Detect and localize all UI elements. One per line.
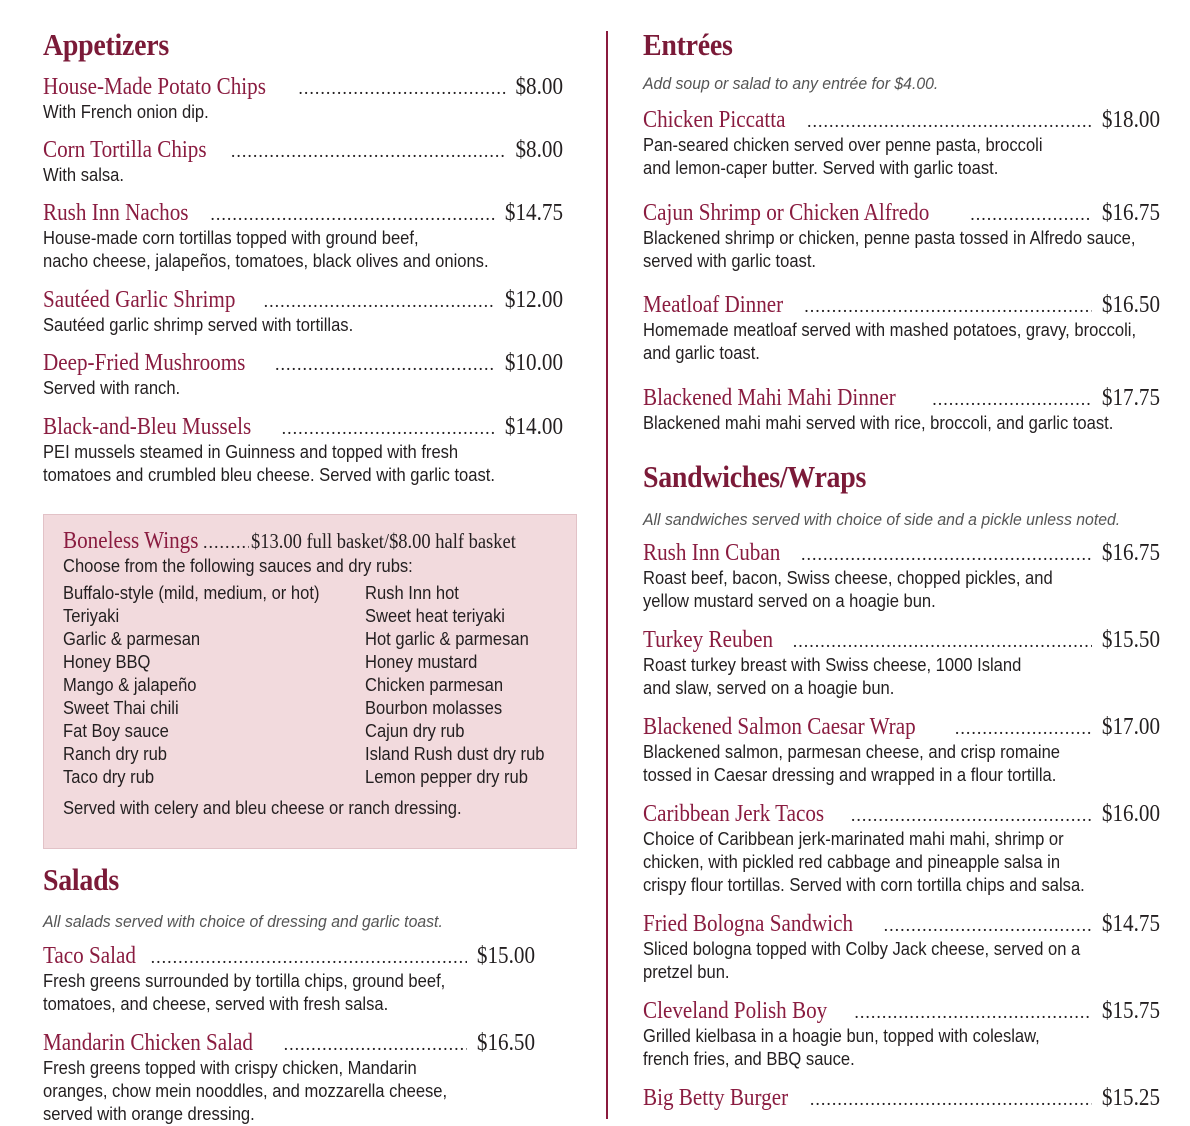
sauce-option: Island Rush dust dry rub	[365, 744, 545, 764]
menu-item-description: french fries, and BBQ sauce.	[643, 1049, 855, 1069]
sauce-option: Honey mustard	[365, 652, 478, 672]
menu-item	[43, 413, 563, 487]
menu-item-name: Cajun Shrimp or Chicken Alfredo	[643, 200, 930, 226]
menu-item-description: Grilled kielbasa in a hoagie bun, topped with coleslaw,	[643, 1026, 1040, 1046]
dot-leader	[932, 389, 1092, 410]
menu-item-description: Roast beef, bacon, Swiss cheese, chopped pickles, and	[643, 568, 1053, 588]
sauce-option: Rush Inn hot	[365, 583, 459, 603]
menu-item-name: Blackened Salmon Caesar Wrap	[643, 714, 916, 740]
menu-item-price: $18.00	[1101, 107, 1160, 133]
menu-item-description: Fresh greens surrounded by tortilla chips, ground beef,	[43, 971, 446, 991]
menu-item-name: Mandarin Chicken Salad	[43, 1030, 253, 1056]
dot-leader	[851, 805, 1092, 826]
wings-intro: Choose from the following sauces and dry rubs:	[63, 556, 413, 576]
menu-item-description: tomatoes and crumbled bleu cheese. Served with garlic toast.	[43, 465, 495, 485]
menu-item-header	[43, 286, 563, 314]
entrees-note: Add soup or salad to any entrée for $4.00.	[643, 74, 939, 93]
menu-item-price: $15.50	[1101, 627, 1160, 653]
menu-item-description: yellow mustard served on a hoagie bun.	[643, 591, 936, 611]
menu-item-name: Rush Inn Cuban	[643, 540, 781, 566]
menu-item-name: Taco Salad	[43, 943, 136, 969]
menu-item-description: Sautéed garlic shrimp served with tortillas.	[43, 315, 354, 335]
dot-leader	[804, 296, 1092, 317]
menu-item-description: Choice of Caribbean jerk-marinated mahi mahi, shrimp or	[643, 829, 1064, 849]
wings-header	[63, 527, 560, 555]
menu-item-name: Blackened Mahi Mahi Dinner	[643, 385, 896, 411]
menu-item-price: $16.75	[1101, 540, 1160, 566]
sauce-option: Taco dry rub	[63, 767, 155, 787]
wings-price: $13.00 full basket/$8.00 half basket	[250, 529, 516, 553]
menu-item-name: Sautéed Garlic Shrimp	[43, 287, 236, 313]
wings-dot-leader	[203, 532, 249, 553]
dot-leader	[801, 544, 1092, 565]
menu-item-header	[43, 413, 563, 441]
menu-item-header	[43, 942, 535, 970]
menu-item-price: $17.75	[1101, 385, 1160, 411]
menu-item-description: Roast turkey breast with Swiss cheese, 1000 Island	[643, 655, 1022, 675]
sauce-option: Fat Boy sauce	[63, 721, 169, 741]
menu-item-description: Sliced bologna topped with Colby Jack cheese, served on a	[643, 939, 1081, 959]
dot-leader	[275, 354, 495, 375]
menu-item	[43, 1029, 535, 1126]
sauce-column-left	[63, 582, 365, 789]
dot-leader	[884, 915, 1092, 936]
dot-leader	[231, 141, 507, 162]
dot-leader	[210, 204, 495, 225]
menu-item-price: $16.00	[1101, 801, 1160, 827]
menu-item-description: With French onion dip.	[43, 102, 209, 122]
menu-item-description: oranges, chow mein nooddles, and mozzarella cheese,	[43, 1081, 448, 1101]
menu-item-header	[43, 1029, 535, 1057]
menu-item-description: Pan-seared chicken served over penne pasta, broccoli	[643, 135, 1043, 155]
menu-item-header	[43, 199, 563, 227]
menu-item-description: served with orange dressing.	[43, 1104, 255, 1124]
menu-item-name: Big Betty Burger	[643, 1085, 789, 1111]
menu-item	[643, 800, 1160, 897]
menu-item	[643, 106, 1160, 180]
menu-item	[643, 384, 1160, 435]
entrees-title: Entrées	[643, 27, 733, 62]
column-divider	[606, 31, 608, 1119]
dot-leader	[810, 1089, 1092, 1110]
menu-item-name: Cleveland Polish Boy	[643, 998, 828, 1024]
menu-item-header	[643, 384, 1160, 412]
menu-item-name: Corn Tortilla Chips	[43, 137, 207, 163]
salads-title: Salads	[43, 862, 119, 897]
menu-item-price: $15.75	[1101, 998, 1160, 1024]
dot-leader	[282, 418, 495, 439]
menu-item-name: Turkey Reuben	[643, 627, 774, 653]
menu-item-price: $16.50	[1101, 292, 1160, 318]
menu-item-name: Deep-Fried Mushrooms	[43, 350, 246, 376]
menu-item-description: tossed in Caesar dressing and wrapped in a flour tortilla.	[643, 765, 1057, 785]
sandwiches-note: All sandwiches served with choice of side and a pickle unless noted.	[643, 510, 1121, 529]
menu-item-price: $17.00	[1101, 714, 1160, 740]
sauce-option: Mango & jalapeño	[63, 675, 197, 695]
menu-item-name: Black-and-Bleu Mussels	[43, 414, 252, 440]
menu-item-description: PEI mussels steamed in Guinness and topped with fresh	[43, 442, 459, 462]
sauce-option: Lemon pepper dry rub	[365, 767, 528, 787]
menu-item-price: $15.25	[1101, 1085, 1160, 1111]
menu-item-header	[43, 73, 563, 101]
menu-item-price: $8.00	[515, 74, 563, 100]
menu-item	[643, 1084, 1160, 1112]
menu-item-price: $16.75	[1101, 200, 1160, 226]
sauce-option: Hot garlic & parmesan	[365, 629, 529, 649]
menu-item-header	[643, 997, 1160, 1025]
dot-leader	[793, 631, 1092, 652]
menu-item-header	[643, 800, 1160, 828]
menu-item-description: Fresh greens topped with crispy chicken, Mandarin	[43, 1058, 417, 1078]
sauce-option: Garlic & parmesan	[63, 629, 201, 649]
menu-item-description: crispy flour tortillas. Served with corn tortilla chips and salsa.	[643, 875, 1085, 895]
sauce-option: Buffalo-style (mild, medium, or hot)	[63, 583, 320, 603]
sauce-option: Cajun dry rub	[365, 721, 465, 741]
menu-item-header	[43, 136, 563, 164]
menu-item-description: tomatoes, and cheese, served with fresh salsa.	[43, 994, 389, 1014]
menu-item-price: $12.00	[504, 287, 563, 313]
menu-item	[643, 997, 1160, 1071]
menu-item-header	[643, 291, 1160, 319]
menu-item-header	[643, 199, 1160, 227]
menu-item	[43, 199, 563, 273]
dot-leader	[264, 291, 495, 312]
menu-item	[43, 942, 535, 1016]
menu-item-price: $8.00	[515, 137, 563, 163]
menu-item-header	[643, 539, 1160, 567]
wings-footer: Served with celery and bleu cheese or ranch dressing.	[63, 798, 462, 818]
sauce-option: Bourbon molasses	[365, 698, 503, 718]
menu-item-description: and slaw, served on a hoagie bun.	[643, 678, 895, 698]
sauce-option: Ranch dry rub	[63, 744, 168, 764]
menu-item-name: House-Made Potato Chips	[43, 74, 266, 100]
menu-item	[43, 73, 563, 124]
dot-leader	[955, 718, 1092, 739]
dot-leader	[284, 1034, 467, 1055]
menu-item-price: $15.00	[476, 943, 535, 969]
sauce-option: Honey BBQ	[63, 652, 151, 672]
sauce-option: Teriyaki	[63, 606, 120, 626]
menu-item	[643, 910, 1160, 984]
menu-item-description: served with garlic toast.	[643, 251, 817, 271]
dot-leader	[854, 1002, 1092, 1023]
dot-leader	[807, 111, 1092, 132]
menu-item	[643, 199, 1160, 273]
menu-item-price: $14.00	[504, 414, 563, 440]
menu-item-description: chicken, with pickled red cabbage and pineapple salsa in	[643, 852, 1061, 872]
salads-note: All salads served with choice of dressing and garlic toast.	[43, 912, 443, 931]
menu-item-description: Served with ranch.	[43, 378, 181, 398]
dot-leader	[151, 947, 467, 968]
menu-item-description: pretzel bun.	[643, 962, 730, 982]
menu-item-name: Rush Inn Nachos	[43, 200, 189, 226]
menu-item	[43, 286, 563, 337]
menu-item-header	[643, 1084, 1160, 1112]
sauce-column-right	[365, 582, 565, 789]
dot-leader	[298, 78, 507, 99]
menu-item-description: Blackened shrimp or chicken, penne pasta tossed in Alfredo sauce,	[643, 228, 1136, 248]
menu-item-header	[43, 349, 563, 377]
menu-item-header	[643, 106, 1160, 134]
menu-item-description: House-made corn tortillas topped with ground beef,	[43, 228, 419, 248]
menu-item-header	[643, 910, 1160, 938]
dot-leader	[970, 204, 1092, 225]
menu-item	[643, 539, 1160, 613]
menu-item-name: Caribbean Jerk Tacos	[643, 801, 825, 827]
wings-name: Boneless Wings	[63, 528, 199, 554]
menu-item-description: Blackened mahi mahi served with rice, broccoli, and garlic toast.	[643, 413, 1114, 433]
sauce-option: Sweet Thai chili	[63, 698, 179, 718]
menu-item-name: Meatloaf Dinner	[643, 292, 784, 318]
menu-item-header	[643, 713, 1160, 741]
menu-item-description: and garlic toast.	[643, 343, 760, 363]
menu-item-description: Blackened salmon, parmesan cheese, and crisp romaine	[643, 742, 1060, 762]
menu-item	[43, 349, 563, 400]
menu-item-description: Homemade meatloaf served with mashed potatoes, gravy, broccoli,	[643, 320, 1137, 340]
menu-item-name: Fried Bologna Sandwich	[643, 911, 854, 937]
menu-item	[643, 713, 1160, 787]
menu-item	[43, 136, 563, 187]
sauce-list	[63, 582, 560, 789]
appetizers-title: Appetizers	[43, 27, 169, 62]
menu-item-description: and lemon-caper butter. Served with garlic toast.	[643, 158, 999, 178]
menu-item-price: $10.00	[504, 350, 563, 376]
menu-item-description: With salsa.	[43, 165, 124, 185]
menu-item-price: $14.75	[1101, 911, 1160, 937]
sauce-option: Sweet heat teriyaki	[365, 606, 505, 626]
menu-item-price: $14.75	[504, 200, 563, 226]
menu-item	[643, 291, 1160, 365]
sauce-option: Chicken parmesan	[365, 675, 504, 695]
boneless-wings-box	[43, 514, 577, 849]
menu-item-description: nacho cheese, jalapeños, tomatoes, black olives and onions.	[43, 251, 489, 271]
menu-item	[643, 626, 1160, 700]
sandwiches-title: Sandwiches/Wraps	[643, 459, 867, 494]
menu-item-price: $16.50	[476, 1030, 535, 1056]
menu-item-header	[643, 626, 1160, 654]
menu-item-name: Chicken Piccatta	[643, 107, 786, 133]
